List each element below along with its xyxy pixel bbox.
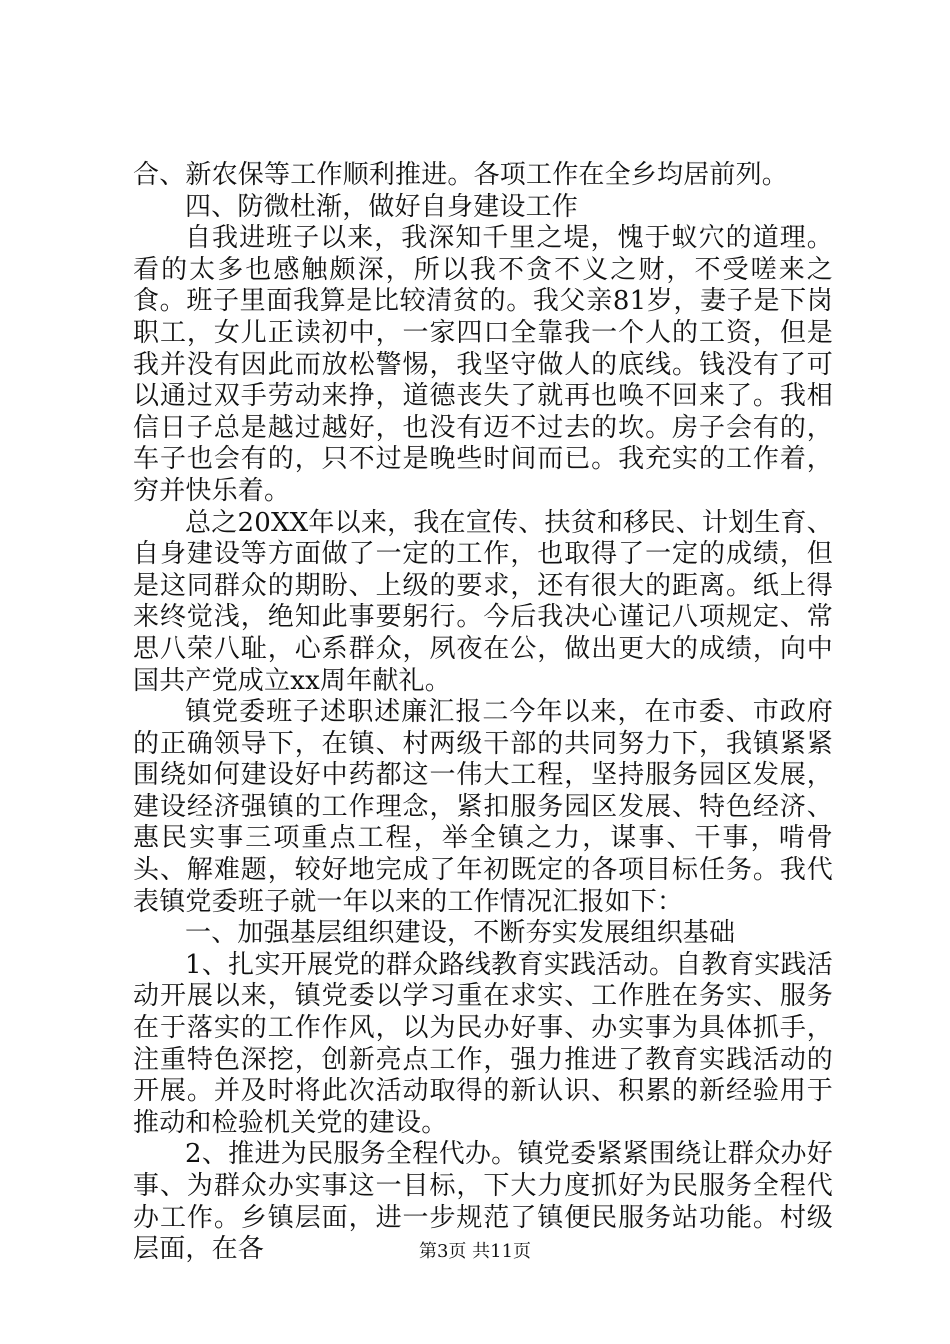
paragraph-report-intro: 镇党委班子述职述廉汇报二今年以来，在市委、市政府的正确领导下，在镇、村两级干部的共同努力下，我镇紧紧围绕如何建设好中药都这一伟大工程，坚持服务园区发展，建设经济强镇的工作理念，紧扣服务园区发展、特色经济、惠民实事三项重点工程，举全镇之力，谋事、干事，啃骨头、解难题，较好地完成了年初既定的各项目标任务。我代表镇党委班子就一年以来的工作情况汇报如下：	[133, 697, 833, 917]
paragraph-summary: 总之20XX年以来，我在宣传、扶贫和移民、计划生育、自身建设等方面做了一定的工作，也取得了一定的成绩，但是这同群众的期盼、上级的要求，还有很大的距离。纸上得来终觉浅，绝知此事要躬行。今后我决心谨记八项规定、常思八荣八耻，心系群众，夙夜在公，做出更大的成绩，向中国共产党成立xx周年献礼。	[133, 507, 833, 696]
page-number-footer: 第3页 共11页	[418, 1241, 532, 1262]
paragraph-item-2: 2、推进为民服务全程代办。镇党委紧紧围绕让群众办好事、为群众办实事这一目标，下大力度抓好为民服务全程代办工作。乡镇层面，进一步规范了镇便民服务站功能。村级层面，在各	[133, 1139, 833, 1265]
document-body	[133, 160, 833, 1266]
paragraph-continuation: 合、新农保等工作顺利推进。各项工作在全乡均居前列。	[133, 160, 789, 190]
paragraph-item-1: 1、扎实开展党的群众路线教育实践活动。自教育实践活动开展以来，镇党委以学习重在求实、工作胜在务实、服务在于落实的工作作风，以为民办好事、办实事为具体抓手，注重特色深挖，创新亮点工作，强力推进了教育实践活动的开展。并及时将此次活动取得的新认识、积累的新经验用于推动和检验机关党的建设。	[133, 949, 833, 1138]
paragraph-self-discipline: 自我进班子以来，我深知千里之堤，愧于蚁穴的道理。看的太多也感触颇深，所以我不贪不义之财，不受嗟来之食。班子里面我算是比较清贫的。我父亲81岁，妻子是下岗职工，女儿正读初中，一家四口全靠我一个人的工资，但是我并没有因此而放松警惕，我坚守做人的底线。钱没有了可以通过双手劳动来挣，道德丧失了就再也唤不回来了。我相信日子总是越过越好，也没有迈不过去的坎。房子会有的，车子也会有的，只不过是晚些时间而已。我充实的工作着，穷并快乐着。	[133, 223, 833, 506]
section-heading-4: 四、防微杜渐，做好自身建设工作	[185, 191, 579, 222]
section-heading-1: 一、加强基层组织建设，不断夯实发展组织基础	[185, 918, 736, 949]
